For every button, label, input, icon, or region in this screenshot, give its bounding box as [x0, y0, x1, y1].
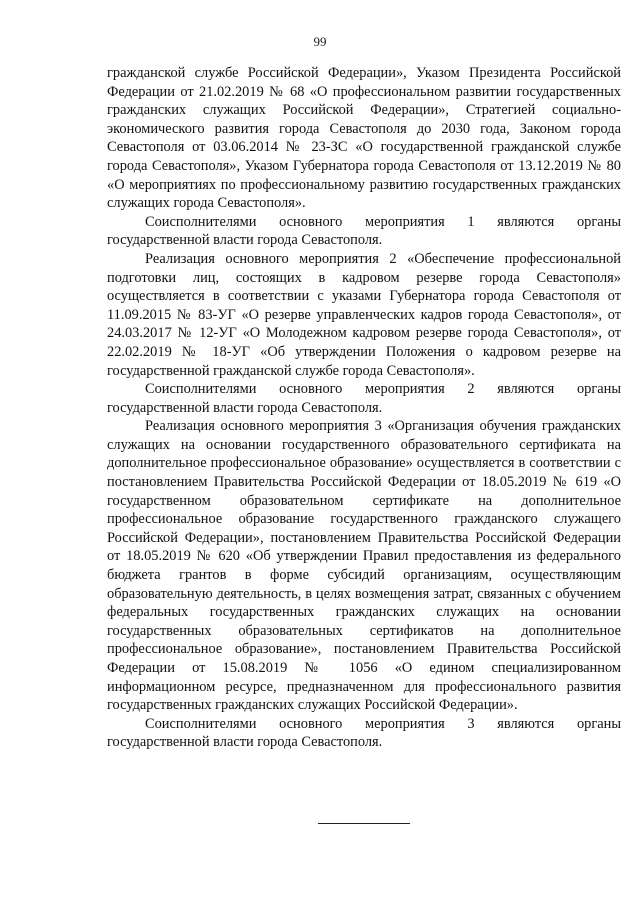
end-divider-line — [318, 823, 410, 824]
page-number: 99 — [313, 34, 327, 49]
paragraph-3: Реализация основного мероприятия 2 «Обеспечение профессиональной подготовки лиц, состоящих в кадровом резерве города Севастополя» осуществляется в соответствии с указами Губернатора города Севастополя от 11.09.2015 № 83-УГ «О резерве управленческих кадров города Севастополя», от 24.03.2017 № 12-УГ «О Молодежном кадровом резерве города Севастополя», от 22.02.2019 № 18-УГ «Об утверждении Положения о кадровом резерве на государственной гражданской службе города Севастополя». — [107, 250, 621, 379]
paragraph-5: Реализация основного мероприятия 3 «Организация обучения гражданских служащих на основании государственного образовательного сертификата на дополнительное профессиональное образование» осуществляется в соответствии с постановлением Правительства Российской Федерации от 18.05.2019 № 619 «О государственном образовательном сертификате на дополнительное профессиональное образование государственного гражданского служащего Российской Федерации», постановлением Правительства Российской Федерации от 18.05.2019 № 620 «Об утверждении Правил предоставления из федерального бюджета грантов в форме субсидий организациям, осуществляющим образовательную деятельность, в целях возмещения затрат, связанных с обучением федеральных государственных гражданских служащих на основании государственных образовательных сертификатов на дополнительное профессиональное образование», постановлением Правительства Российской Федерации от 15.08.2019 № 1056 «О едином специализированном информационном ресурсе, предназначенном для профессионального развития государственных гражданских служащих Российской Федерации». — [107, 418, 621, 714]
paragraph-4: Соисполнителями основного мероприятия 2 являются органы государственной власти города Севастополя. — [107, 381, 621, 416]
document-body — [107, 64, 621, 752]
paragraph-2: Соисполнителями основного мероприятия 1 являются органы государственной власти города Севастополя. — [107, 213, 621, 249]
paragraph-1: гражданской службе Российской Федерации», Указом Президента Российской Федерации от 21.02.2019 № 68 «О профессиональном развитии государственных гражданских служащих Российской Федерации», Стратегией социально-экономического развития города Севастополя до 2030 года, Законом города Севастополя от 03.06.2014 № 23-ЗС «О государственной гражданской службе города Севастополя», Указом Губернатора города Севастополя от 13.12.2019 № 80 «О мероприятиях по профессиональному развитию государственных гражданских служащих города Севастополя». — [107, 65, 621, 212]
paragraph-6: Соисполнителями основного мероприятия 3 являются органы государственной власти города Севастополя. — [107, 715, 621, 751]
